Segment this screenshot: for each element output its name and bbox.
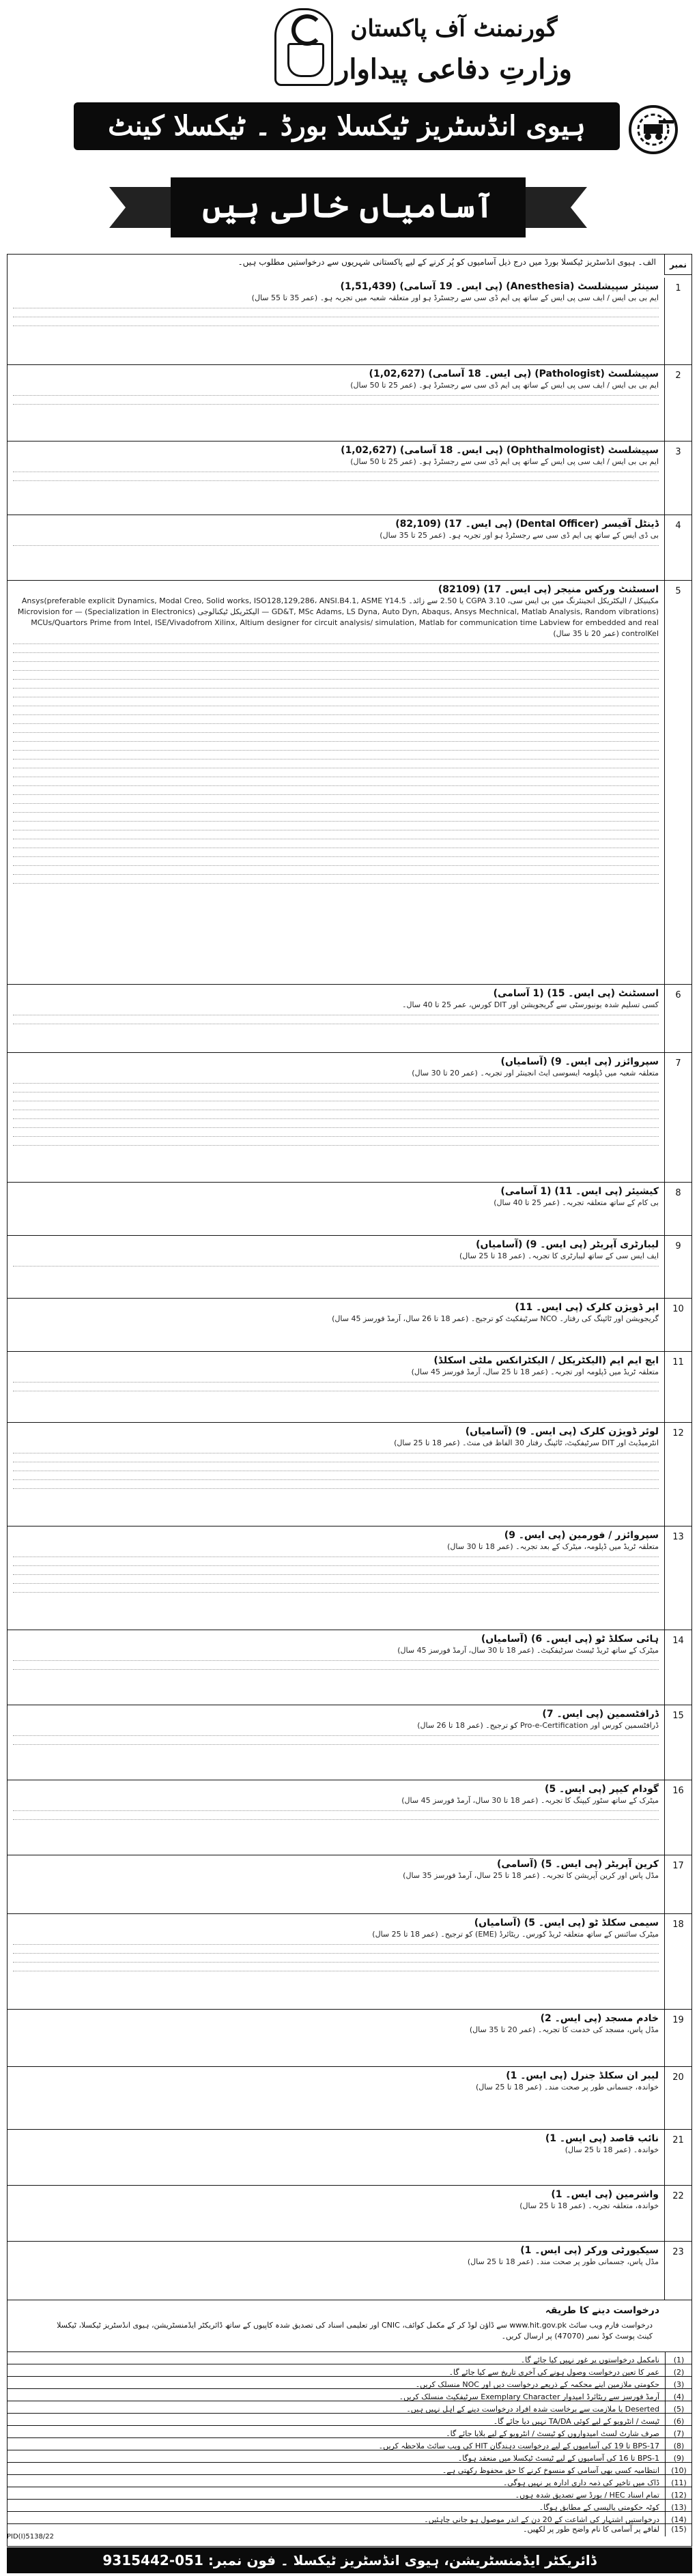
table-row — [8, 581, 691, 985]
job-number: 7 — [664, 1053, 691, 1182]
job-title: سپروائزر (پی ایس۔ 9) (آسامیاں) — [500, 1056, 659, 1067]
job-title: نائب قاصد (پی ایس۔ 1) — [545, 2133, 659, 2144]
shield-icon — [287, 43, 324, 77]
table-row — [8, 1630, 691, 1705]
condition-number: (1) — [665, 2352, 692, 2370]
job-number: 5 — [664, 581, 691, 984]
table-row — [8, 2130, 691, 2186]
job-number: 2 — [664, 365, 691, 441]
condition-text: BPS-17 تا 19 کی آسامیوں کے لیے درخواست دہندگان HIT کی ویب سائٹ ملاحظہ کریں۔ — [378, 2442, 659, 2450]
hit-logo-icon — [627, 102, 680, 164]
condition-text: انتظامیہ کسی بھی آسامی کو منسوخ کرنے کا حق محفوظ رکھتی ہے۔ — [442, 2466, 659, 2475]
job-description: ایف ایس سی کے ساتھ لیبارٹری کا تجربہ۔ (عمر 18 تا 25 سال) — [459, 1251, 659, 1260]
job-number: 12 — [664, 1423, 691, 1526]
job-number: 4 — [664, 515, 691, 580]
table-row — [8, 278, 691, 365]
condition-text: آرمڈ فورسز سے ریٹائرڈ امیدوار Exemplary Character سرٹیفکیٹ منسلک کریں۔ — [399, 2392, 659, 2401]
job-description: مکینیکل / الیکٹریکل انجینئرنگ میں بی ایس سی، CGPA 3.10 یا 2.50 سے زائد۔ Ansys(preferable explicit Dynamics, Modal Creo, Solid works, ISO128,129,286، ANSI.B4.1, ASME Y14.5 GD&T, MSc Adams, LS Dyna, Auto Dyn, Abaqus, Ansys Mechnical, Matlab Analysis, Random vibrations) — الیکٹریکل ٹیکنالوجی (Specialization in Electronics) — Microvision for MCUs/Quartors Prime from Intel, ISE/Vivadofrom Xilinx, Altium designer for circuit analysis/ simulation, Matlab for communication time Labview for embedded and real controlKel (عمر 20 تا 35 سال) — [17, 596, 659, 638]
condition-number: (11) — [665, 2475, 692, 2493]
table-row — [8, 1855, 691, 1914]
ad-header — [0, 0, 699, 246]
job-description: میٹرک سائنس کے ساتھ متعلقہ ٹریڈ کورس۔ ریٹائرڈ (EME) کو ترجیح۔ (عمر 18 تا 25 سال) — [372, 1930, 659, 1939]
job-description: ڈرافٹسمین کورس اور Pro-e-Certification کو ترجیح۔ (عمر 18 تا 26 سال) — [417, 1721, 659, 1730]
condition-text: ٹیسٹ / انٹرویو کے لیے کوئی TA/DA نہیں دیا جائے گا۔ — [493, 2417, 659, 2426]
job-title: ڈینٹل آفیسر (Dental Officer) (پی ایس۔ 17) (82,109) — [395, 519, 659, 530]
vacancies-heading: آسامیاں خالی ہیں — [202, 187, 494, 225]
column-header-number: نمبر — [664, 255, 691, 275]
condition-number: (15) — [665, 2524, 692, 2536]
condition-number: (10) — [665, 2463, 692, 2480]
table-row — [8, 985, 691, 1053]
pid-number: PID(I)5138/22 — [7, 2533, 54, 2541]
job-title: لیبارٹری آپریٹر (پی ایس۔ 9) (آسامیاں) — [476, 1239, 659, 1250]
table-row — [8, 2186, 691, 2242]
job-description: کسی تسلیم شدہ یونیورسٹی سے گریجویشن اور DIT کورس، عمر 25 تا 40 سال۔ — [402, 1000, 659, 1009]
job-description: ایم بی بی ایس / ایف سی پی ایس کے ساتھ پی ایم ڈی سی سے رجسٹرڈ ہو۔ (عمر 25 تا 50 سال) — [350, 457, 659, 466]
condition-text: لفافے پر آسامی کا نام واضح طور پر لکھیں۔ — [523, 2525, 659, 2534]
condition-text: Deserted یا ملازمت سے برخاست شدہ افراد درخواست دینے کے اہل نہیں ہیں۔ — [406, 2405, 659, 2414]
job-number: 20 — [664, 2067, 691, 2129]
ministry-title: وزارتِ دفاعی پیداوار — [336, 53, 572, 85]
table-row — [8, 1183, 691, 1236]
job-title: ہائی سکلڈ ٹو (پی ایس۔ 6) (آسامیاں) — [481, 1634, 659, 1645]
table-row — [8, 1236, 691, 1299]
job-number: 9 — [664, 1236, 691, 1298]
job-description: مڈل پاس، جسمانی طور پر صحت مند۔ (عمر 18 تا 25 سال) — [467, 2257, 659, 2266]
condition-text: تمام اسناد HEC / بورڈ سے تصدیق شدہ ہوں۔ — [515, 2491, 659, 2500]
job-title: سپیشلسٹ (Pathologist) (پی ایس۔ 18 آسامی) (1,02,627) — [369, 368, 659, 379]
job-description: بی ڈی ایس کے ساتھ پی ایم ڈی سی سے رجسٹرڈ ہو اور تجربہ ہو۔ (عمر 25 تا 35 سال) — [380, 531, 659, 540]
job-description: مڈل پاس اور کرین آپریشن کا تجربہ۔ (عمر 18 تا 25 سال، آرمڈ فورسز 35 سال) — [403, 1871, 659, 1880]
job-title: اسسٹنٹ ورکس منیجر (پی ایس۔ 17) (82109) — [438, 584, 659, 595]
job-title: اسسٹنٹ (پی ایس۔ 15) (1 آسامی) — [493, 988, 659, 999]
how-to-apply-text: درخواست فارم ویب سائٹ www.hit.gov.pk سے ڈاؤن لوڈ کر کے مکمل کوائف، CNIC اور تعلیمی اسناد کی تصدیق شدہ کاپیوں کے ساتھ ڈائریکٹر ایڈمنسٹریشن، ہیوی انڈسٹریز ٹیکسلا، ٹیکسلا کینٹ پوسٹ کوڈ نمبر (47070) پر ارسال کریں۔ — [57, 2321, 653, 2341]
contact-footer: ڈائریکٹر ایڈمنسٹریشن، ہیوی انڈسٹریز ٹیکسلا ۔ فون نمبر: 051-9315442 — [7, 2547, 692, 2573]
job-description: مڈل پاس، مسجد کی خدمت کا تجربہ۔ (عمر 20 تا 35 سال) — [469, 2025, 659, 2034]
job-title: لوئر ڈویژن کلرک (پی ایس۔ 9) (آسامیاں) — [465, 1426, 659, 1437]
table-row — [8, 1914, 691, 2010]
table-row — [8, 2010, 691, 2067]
job-title: سیکیورٹی ورکر (پی ایس۔ 1) — [520, 2245, 659, 2256]
table-row — [8, 1780, 691, 1855]
job-number: 16 — [664, 1780, 691, 1855]
job-description: انٹرمیڈیٹ اور DIT سرٹیفکیٹ، ٹائپنگ رفتار 30 الفاظ فی منٹ۔ (عمر 18 تا 25 سال) — [394, 1438, 659, 1447]
job-description: متعلقہ شعبہ میں ڈپلومہ ایسوسی ایٹ انجینئر اور تجربہ۔ (عمر 20 تا 30 سال) — [412, 1069, 659, 1077]
job-title: گودام کیپر (پی ایس۔ 5) — [545, 1784, 659, 1795]
condition-text: حکومتی ملازمین اپنے محکمہ کے ذریعے درخواست دیں اور NOC منسلک کریں۔ — [415, 2380, 659, 2389]
job-description: میٹرک کے ساتھ ٹریڈ ٹیسٹ سرٹیفکیٹ۔ (عمر 18 تا 30 سال، آرمڈ فورسز 45 سال) — [397, 1646, 659, 1655]
how-to-apply-heading: درخواست دینے کا طریقہ — [545, 2305, 659, 2316]
board-title-banner: ہیوی انڈسٹریز ٹیکسلا بورڈ ۔ ٹیکسلا کینٹ — [74, 102, 620, 150]
job-title: لیبر ان سکلڈ جنرل (پی ایس۔ 1) — [506, 2070, 659, 2081]
condition-text: صرف شارٹ لسٹ امیدواروں کو ٹیسٹ / انٹرویو کے لیے بلایا جائے گا۔ — [446, 2429, 659, 2438]
table-row — [8, 365, 691, 442]
job-number: 13 — [664, 1526, 691, 1630]
table-row — [8, 1526, 691, 1630]
job-number: 15 — [664, 1705, 691, 1780]
condition-text: درخواستیں اشتہار کی اشاعت کے 20 دن کے اندر موصول ہو جانی چاہئیں۔ — [424, 2515, 659, 2524]
job-title: سینئر سپیشلسٹ (Anesthesia) (پی ایس۔ 19 آسامی) (1,51,439) — [340, 281, 659, 292]
condition-number: (8) — [665, 2438, 692, 2456]
table-row — [8, 442, 691, 515]
job-number: 1 — [664, 278, 691, 364]
job-number: 10 — [664, 1299, 691, 1351]
condition-number: (2) — [665, 2364, 692, 2382]
condition-text: نامکمل درخواستوں پر غور نہیں کیا جائے گا۔ — [520, 2356, 659, 2364]
condition-number: (7) — [665, 2426, 692, 2444]
job-title: خادم مسجد (پی ایس۔ 2) — [540, 2013, 659, 2024]
job-description: بی کام کے ساتھ متعلقہ تجربہ۔ (عمر 25 تا 40 سال) — [494, 1198, 659, 1207]
job-description: خواندہ، جسمانی طور پر صحت مند۔ (عمر 18 تا 25 سال) — [475, 2083, 659, 2092]
job-description: خواندہ، متعلقہ تجربہ۔ (عمر 18 تا 25 سال) — [519, 2201, 659, 2210]
condition-number: (6) — [665, 2414, 692, 2431]
job-title: ڈرافٹسمین (پی ایس۔ 7) — [542, 1709, 659, 1720]
job-title: سپیشلسٹ (Ophthalmologist) (پی ایس۔ 18 آسامی) (1,02,627) — [341, 445, 659, 456]
job-number: 8 — [664, 1183, 691, 1235]
job-description: میٹرک کے ساتھ سٹور کیپنگ کا تجربہ۔ (عمر 18 تا 30 سال، آرمڈ فورسز 45 سال) — [401, 1796, 659, 1805]
jobs-table — [7, 254, 692, 2547]
job-description: متعلقہ ٹریڈ میں ڈپلومہ اور تجربہ۔ (عمر 18 تا 25 سال، آرمڈ فورسز 45 سال) — [411, 1367, 659, 1376]
job-title: ایچ ایم ایم (الیکٹریکل / الیکٹرانکس ملٹی اسکلڈ) — [433, 1355, 659, 1366]
table-row — [8, 1423, 691, 1526]
condition-number: (13) — [665, 2500, 692, 2517]
table-row — [8, 1299, 691, 1352]
state-emblem-icon — [274, 8, 333, 86]
job-number: 23 — [664, 2242, 691, 2300]
condition-text: عمر کا تعین درخواست وصول ہونے کی آخری تاریخ سے کیا جائے گا۔ — [448, 2368, 659, 2377]
job-number: 17 — [664, 1855, 691, 1913]
government-title: گورنمنٹ آف پاکستان — [350, 15, 558, 42]
intro-text: الف۔ ہیوی انڈسٹریز ٹیکسلا بورڈ میں درج ذیل آسامیوں کو پُر کرنے کے لیے پاکستانی شہریوں سے درخواستیں مطلوب ہیں۔ — [238, 257, 656, 267]
job-title: واشرمین (پی ایس۔ 1) — [551, 2189, 659, 2200]
condition-number: (12) — [665, 2487, 692, 2505]
condition-number: (3) — [665, 2377, 692, 2394]
table-row — [8, 2067, 691, 2130]
job-number: 6 — [664, 985, 691, 1052]
condition-text: کوٹہ حکومتی پالیسی کے مطابق ہوگا۔ — [539, 2503, 659, 2512]
condition-number: (14) — [665, 2512, 692, 2530]
table-row — [8, 1352, 691, 1423]
job-description: متعلقہ ٹریڈ میں ڈپلومہ، میٹرک کے بعد تجربہ۔ (عمر 18 تا 30 سال) — [447, 1542, 659, 1551]
job-title: کیشیئر (پی ایس۔ 11) (1 آسامی) — [500, 1186, 659, 1197]
job-number: 21 — [664, 2130, 691, 2185]
condition-number: (5) — [665, 2401, 692, 2419]
job-number: 14 — [664, 1630, 691, 1705]
job-number: 18 — [664, 1914, 691, 2009]
condition-text: ڈاک میں تاخیر کی ذمہ داری ادارہ پر نہیں ہوگی۔ — [502, 2478, 659, 2487]
job-description: ایم بی بی ایس / ایف سی پی ایس کے ساتھ پی ایم ڈی سی سے رجسٹرڈ ہو۔ (عمر 25 تا 50 سال) — [350, 381, 659, 390]
job-description: خواندہ۔ (عمر 18 تا 25 سال) — [565, 2145, 659, 2154]
condition-number: (4) — [665, 2389, 692, 2407]
job-title: سپروائزر / فورمین (پی ایس۔ 9) — [504, 1530, 659, 1541]
table-row — [8, 1705, 691, 1780]
crescent-icon — [291, 14, 323, 46]
condition-number: (9) — [665, 2450, 692, 2468]
job-title: اپر ڈویژن کلرک (پی ایس۔ 11) — [515, 1302, 659, 1313]
table-row — [8, 515, 691, 581]
job-description: گریجویشن اور ٹائپنگ کی رفتار۔ NCO سرٹیفکیٹ کو ترجیح۔ (عمر 18 تا 26 سال، آرمڈ فورسز 45 سال) — [332, 1314, 659, 1323]
job-description: ایم بی بی ایس / ایف سی پی ایس کے ساتھ پی ایم ڈی سی سے رجسٹرڈ ہو اور متعلقہ شعبہ میں تجربہ ہو۔ (عمر 35 تا 55 سال) — [251, 293, 659, 302]
job-number: 11 — [664, 1352, 691, 1422]
list-item — [7, 2523, 692, 2536]
condition-text: BPS-1 تا 16 کی آسامیوں کے لیے ٹیسٹ ٹیکسلا میں منعقد ہوگا۔ — [457, 2454, 659, 2463]
table-row — [8, 1053, 691, 1183]
job-title: کرین آپریٹر (پی ایس۔ 5) (آسامی) — [497, 1859, 659, 1870]
job-number: 3 — [664, 442, 691, 515]
job-number: 19 — [664, 2010, 691, 2066]
job-title: سیمی سکلڈ ٹو (پی ایس۔ 5) (آسامیاں) — [474, 1917, 659, 1928]
job-number: 22 — [664, 2186, 691, 2241]
table-row — [8, 2242, 691, 2300]
